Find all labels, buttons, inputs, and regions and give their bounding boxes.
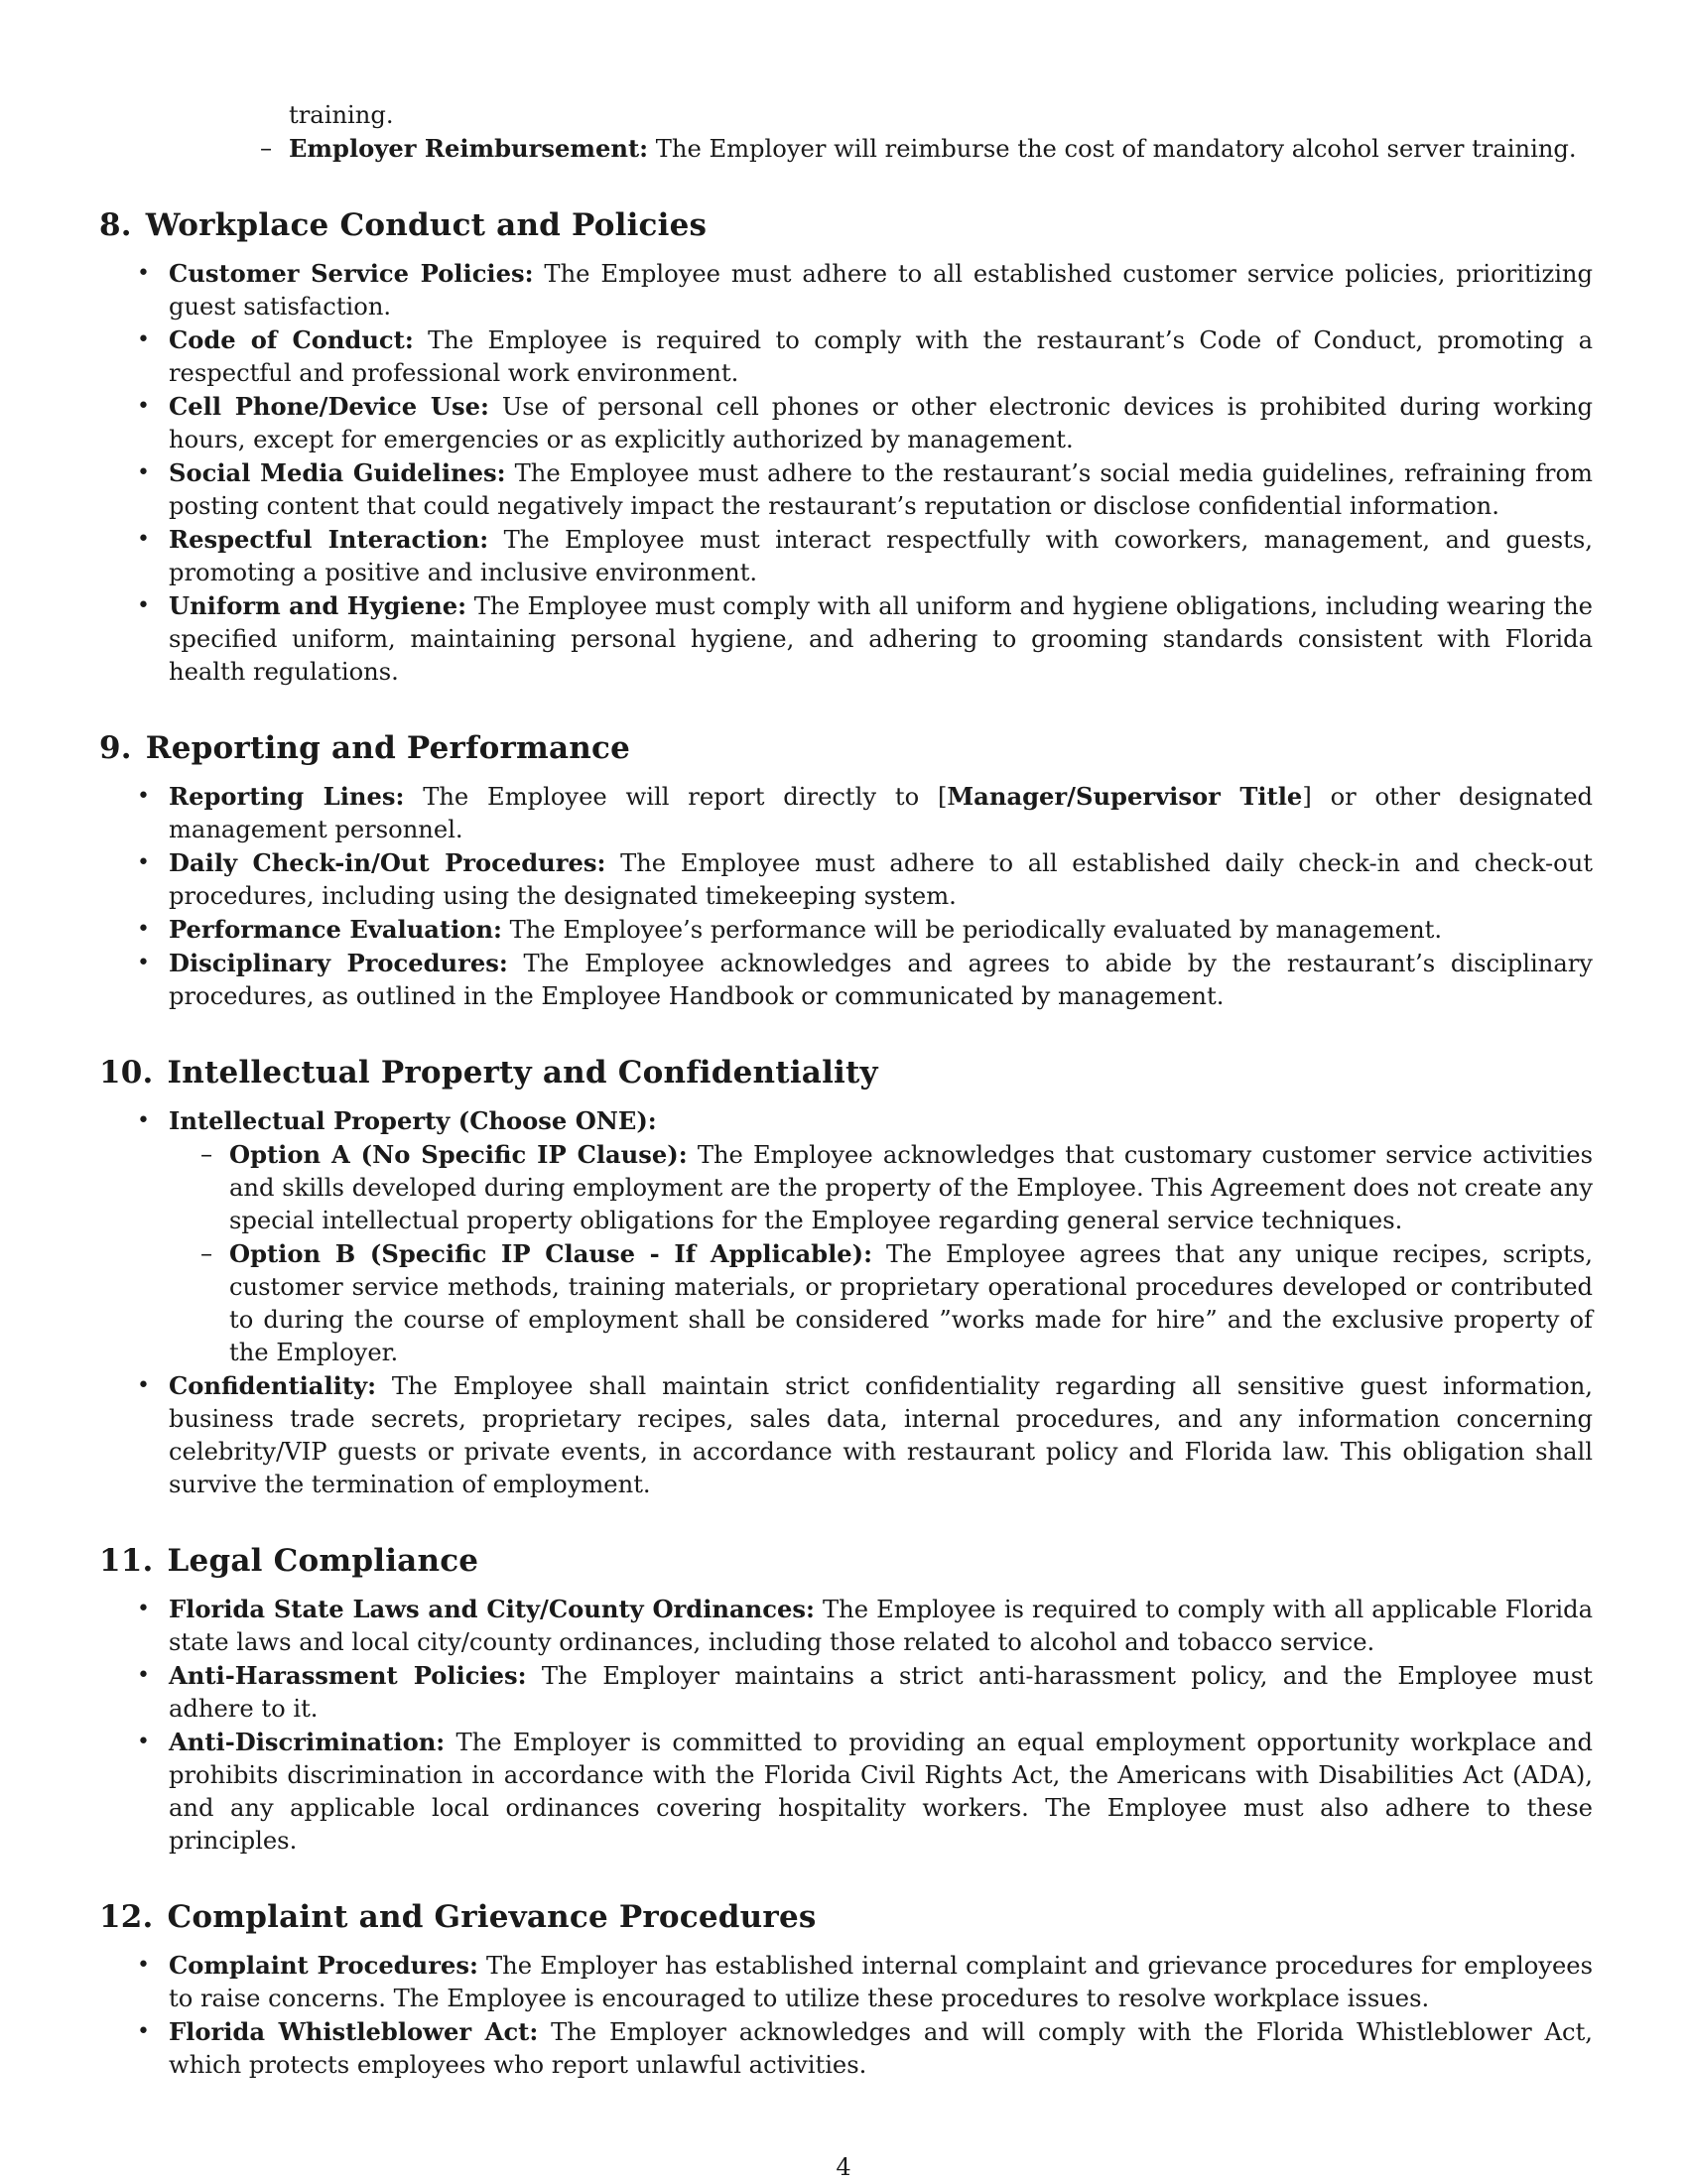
section-number: 12. [99,1899,154,1935]
item-text: The Employee is required to comply with the restaurant’s Code of Conduct, promoting a respectful and professional work environment. [169,326,1593,387]
list-item [99,947,1593,1013]
item-text: The Employee acknowledges that customary customer service activities and skills developed during employment are the property of the Employee. This Agreement does not create any special intellectual property obligations for the Employee regarding general service techniques. [229,1141,1593,1234]
item-label: Disciplinary Procedures: [169,949,508,977]
item-label: Florida State Laws and City/County Ordinances: [169,1595,815,1623]
item-label: Florida Whistleblower Act: [169,2017,539,2046]
item-label: Uniform and Hygiene: [169,591,467,620]
section-title: Intellectual Property and Confidentiality [167,1055,878,1091]
section-ip-confidentiality [99,1053,1593,1501]
item-text: The Employer has established internal complaint and grievance procedures for employees to raise concerns. The Employee is encouraged to utilize these procedures to resolve workplace issues. [169,1952,1593,2012]
section-heading [99,1053,1593,1092]
section-title: Workplace Conduct and Policies [145,207,708,243]
list-item [99,1949,1593,2015]
section-complaint-grievance [99,1897,1593,2082]
item-text: The Employee is required to comply with all applicable Florida state laws and local city/county ordinances, including those related to alcohol and tobacco service. [169,1596,1593,1656]
list-item [99,913,1593,947]
list-item [99,1659,1593,1726]
list-item [99,1104,1593,1369]
section-title: Complaint and Grievance Procedures [167,1899,817,1935]
section-number: 11. [99,1543,154,1579]
item-label: Code of Conduct: [169,325,414,354]
list-item [99,523,1593,589]
item-label: Employer Reimbursement: [289,134,649,163]
sub-list-item [169,1237,1593,1369]
item-label: Option A (No Specific IP Clause): [229,1140,688,1169]
item-text: The Employer will reimburse the cost of mandatory alcohol server training. [648,135,1577,163]
section-workplace-conduct [99,205,1593,689]
list-item [99,257,1593,323]
item-text: The Employee must adhere to all established customer service policies, prioritizing guest satisfaction. [169,260,1593,321]
item-label: Intellectual Property (Choose ONE): [169,1106,657,1135]
item-text: The Employer acknowledges and will comply with the Florida Whistleblower Act, which protects employees who report unlawful activities. [169,2018,1593,2079]
section-heading [99,1897,1593,1937]
section-heading [99,205,1593,245]
item-text: The Employee must adhere to the restaurant’s social media guidelines, refraining from posting content that could negatively impact the restaurant’s reputation or disclose confidential information. [169,459,1593,520]
item-label: Reporting Lines: [169,782,405,811]
section-title: Reporting and Performance [145,730,631,766]
item-text: The Employee agrees that any unique recipes, scripts, customer service methods, training materials, or proprietary operational procedures developed or contributed to during the course of employment shall be considered ”works made for hire” and the exclusive property of the Employer. [229,1240,1593,1366]
list-item [99,456,1593,523]
item-text: The Employee will report directly to [ [404,783,948,811]
page-number: 4 [836,2153,851,2181]
item-text: ] or other designated management personnel. [169,783,1593,843]
item-label: Confidentiality: [169,1371,377,1400]
list-item [99,390,1593,456]
item-text: The Employer maintains a strict anti-harassment policy, and the Employee must adhere to it. [169,1662,1593,1723]
list-item [99,1369,1593,1501]
item-label: Cell Phone/Device Use: [169,392,489,421]
item-text: The Employee must comply with all uniform and hygiene obligations, including wearing the specified uniform, maintaining personal hygiene, and adhering to grooming standards consistent with Florida health regulations. [169,592,1593,686]
item-label: Option B (Specific IP Clause - If Applicable): [229,1239,873,1268]
continuation-item [228,132,1593,166]
item-text: The Employer is committed to providing an equal employment opportunity workplace and prohibits discrimination in accordance with the Florida Civil Rights Act, the Americans with Disabilities Act (ADA), and any applicable local ordinances covering hospitality workers. The Employee must also adhere to these principles. [169,1729,1593,1855]
list-item [99,1593,1593,1659]
item-label: Performance Evaluation: [169,915,502,944]
item-text: The Employee must interact respectfully with coworkers, management, and guests, promoting a positive and inclusive environment. [169,526,1593,586]
list-item [99,1726,1593,1858]
item-label: Daily Check-in/Out Procedures: [169,848,606,877]
item-label: Anti-Discrimination: [169,1728,446,1756]
list-item [99,780,1593,846]
continuation-tail-line: training. [289,101,394,129]
item-text: The Employee shall maintain strict confidentiality regarding all sensitive guest information, business trade secrets, proprietary recipes, sales data, internal procedures, and any information concerning celebrity/VIP guests or private events, in accordance with restaurant policy and Florida law. This obligation shall survive the termination of employment. [169,1372,1593,1498]
section-reporting-performance [99,728,1593,1013]
item-label: Complaint Procedures: [169,1951,478,1980]
item-text: The Employee must adhere to all established daily check-in and check-out procedures, including using the designated timekeeping system. [169,849,1593,910]
section-heading [99,1541,1593,1581]
item-text: The Employee acknowledges and agrees to abide by the restaurant’s disciplinary procedures, as outlined in the Employee Handbook or communicated by management. [169,950,1593,1010]
list-item [99,589,1593,689]
item-label: Respectful Interaction: [169,525,489,554]
section-heading [99,728,1593,768]
list-item [99,2015,1593,2082]
list-item [99,323,1593,390]
placeholder-field: Manager/Supervisor Title [947,782,1303,811]
item-text: The Employee’s performance will be periodically evaluated by management. [501,916,1443,944]
sub-list-item [169,1138,1593,1237]
item-text: Use of personal cell phones or other electronic devices is prohibited during working hours, except for emergencies or as explicitly authorized by management. [169,393,1594,453]
section-number: 8. [99,207,132,243]
continuation-block [228,99,1593,166]
list-item [99,846,1593,913]
section-number: 9. [99,730,132,766]
section-number: 10. [99,1055,154,1091]
section-legal-compliance [99,1541,1593,1858]
item-label: Social Media Guidelines: [169,458,506,487]
item-label: Anti-Harassment Policies: [169,1661,527,1690]
section-title: Legal Compliance [167,1543,479,1579]
document-page [99,99,1593,2082]
item-label: Customer Service Policies: [169,259,534,288]
